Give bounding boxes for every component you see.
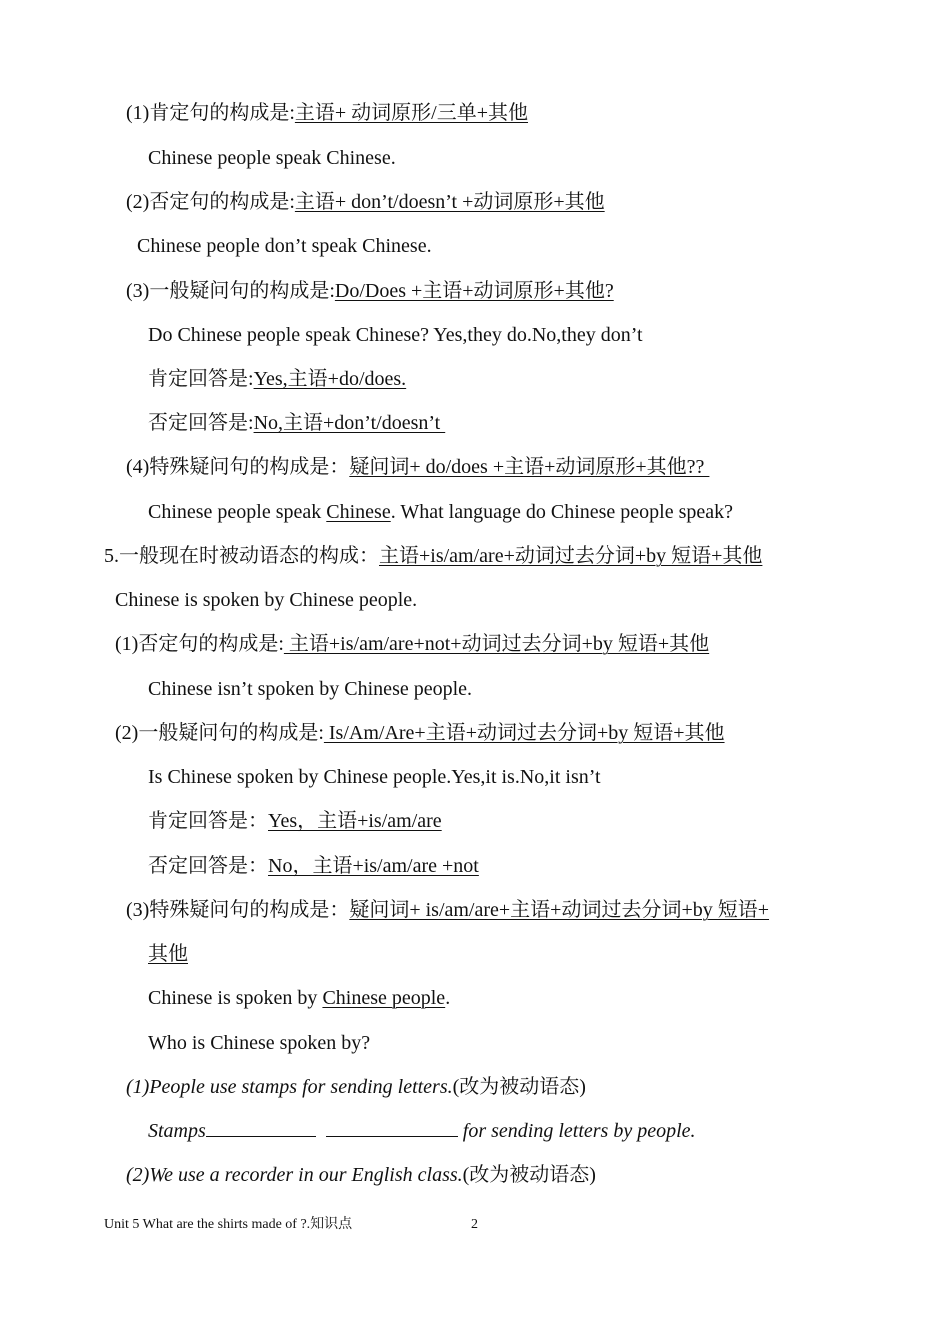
rule-label: 否定回答是： — [148, 855, 268, 877]
exercise-instruction: (改为被动语态) — [452, 1076, 586, 1098]
question-structure-line — [126, 278, 614, 304]
affirmative-answer-line — [148, 366, 406, 392]
rule-formula: 疑问词+ do/does +主语+动词原形+其他?? — [349, 456, 710, 478]
example-sentence — [148, 985, 450, 1011]
affirmative-structure-line — [126, 100, 528, 126]
wh-question-structure-line — [126, 454, 709, 480]
sentence-part: . What language do Chinese people speak? — [390, 501, 734, 523]
underlined-phrase: Chinese people — [322, 987, 446, 1009]
underlined-word: Chinese — [326, 501, 391, 523]
exercise-instruction: (改为被动语态) — [462, 1164, 596, 1186]
rule-formula: 主语+is/am/are+动词过去分词+by 短语+其他 — [379, 545, 763, 567]
sentence-part: Chinese people speak — [148, 501, 327, 523]
rule-formula-continued — [148, 941, 188, 967]
passive-wh-question-structure-line — [126, 897, 769, 923]
sentence-part: . — [445, 987, 451, 1009]
exercise-1-prompt — [126, 1074, 586, 1100]
rule-label: (2)一般疑问句的构成是: — [115, 722, 324, 744]
rule-formula: Is/Am/Are+主语+动词过去分词+by 短语+其他 — [323, 722, 725, 744]
rule-label: (3)一般疑问句的构成是: — [126, 280, 335, 302]
example-question: Who is Chinese spoken by? — [148, 1032, 371, 1054]
answer-blank-1[interactable] — [206, 1118, 316, 1137]
section-heading-passive — [104, 543, 762, 569]
rule-formula: 主语+is/am/are+not+动词过去分词+by 短语+其他 — [283, 633, 710, 655]
passive-affirmative-answer-line — [148, 808, 442, 834]
rule-label: (1)肯定句的构成是: — [126, 102, 295, 124]
example-sentence: Chinese isn’t spoken by Chinese people. — [148, 678, 473, 700]
rule-formula: Yes，主语+is/am/are — [268, 810, 442, 832]
negative-answer-line — [148, 410, 445, 436]
rule-label: (4)特殊疑问句的构成是： — [126, 456, 350, 478]
answer-blank-2[interactable] — [326, 1118, 458, 1137]
footer-title: Unit 5 What are the shirts made of ?.知识点 — [104, 1217, 353, 1232]
rule-formula: No,主语+don’t/doesn’t — [253, 412, 446, 434]
rule-label: 否定回答是: — [148, 412, 254, 434]
rule-formula: Do/Does +主语+动词原形+其他? — [334, 280, 614, 302]
rule-label: (2)否定句的构成是: — [126, 191, 295, 213]
rule-formula: 主语+ don’t/doesn’t +动词原形+其他 — [294, 191, 605, 213]
example-sentence: Chinese people don’t speak Chinese. — [137, 235, 432, 257]
rule-formula: 其他 — [148, 943, 188, 965]
page-number: 2 — [471, 1217, 478, 1232]
rule-label: 肯定回答是： — [148, 810, 268, 832]
passive-negative-answer-line — [148, 853, 479, 879]
example-sentence: Do Chinese people speak Chinese? Yes,they do.No,they don’t — [148, 324, 643, 346]
example-sentence: Chinese is spoken by Chinese people. — [115, 589, 418, 611]
example-sentence: Chinese people speak Chinese. — [148, 147, 396, 169]
exercise-sentence: (2)We use a recorder in our English class. — [126, 1164, 463, 1186]
exercise-2-prompt — [126, 1162, 596, 1188]
sentence-part: Chinese is spoken by — [148, 987, 323, 1009]
sentence-part: Stamps — [148, 1120, 206, 1142]
example-sentence — [148, 499, 733, 525]
sentence-part: for sending letters by people. — [457, 1120, 696, 1142]
passive-negative-structure-line — [115, 631, 709, 657]
rule-formula: 主语+ 动词原形/三单+其他 — [294, 102, 529, 124]
rule-label: (3)特殊疑问句的构成是： — [126, 899, 350, 921]
negative-structure-line — [126, 189, 605, 215]
rule-label: (1)否定句的构成是: — [115, 633, 284, 655]
exercise-1-answer-line — [148, 1118, 696, 1144]
rule-formula: Yes,主语+do/does. — [253, 368, 407, 390]
section-label: 5.一般现在时被动语态的构成： — [104, 545, 379, 567]
example-sentence: Is Chinese spoken by Chinese people.Yes,it is.No,it isn’t — [148, 766, 601, 788]
rule-formula: 疑问词+ is/am/are+主语+动词过去分词+by 短语+ — [349, 899, 770, 921]
exercise-sentence: (1)People use stamps for sending letters. — [126, 1076, 453, 1098]
rule-formula: No，主语+is/am/are +not — [268, 855, 479, 877]
passive-question-structure-line — [115, 720, 725, 746]
rule-label: 肯定回答是: — [148, 368, 254, 390]
